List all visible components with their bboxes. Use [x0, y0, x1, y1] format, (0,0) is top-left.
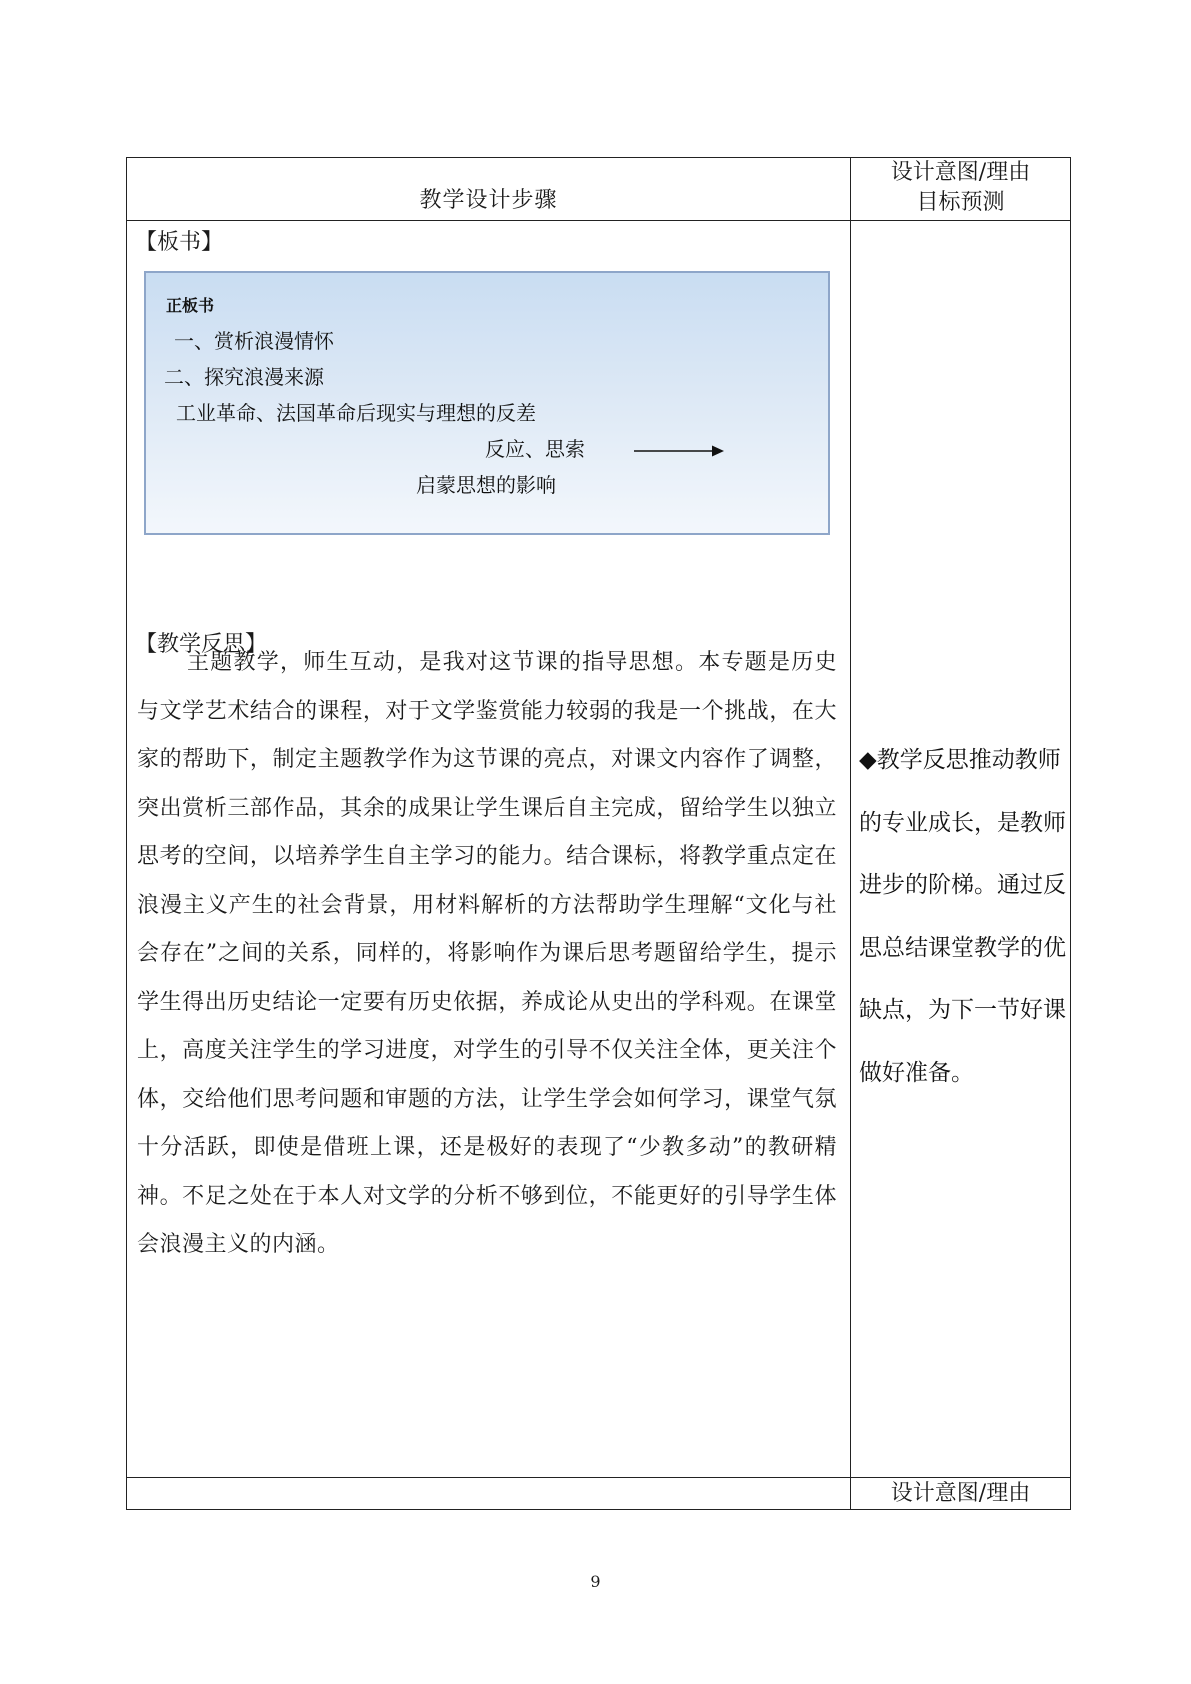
board-result: 反应、思索 [485, 437, 585, 461]
table-footer-row [127, 1478, 1071, 1510]
reflection-paragraph: 主题教学，师生互动，是我对这节课的指导思想。本专题是历史与文学艺术结合的课程，对于文学鉴赏能力较弱的我是一个挑战，在大家的帮助下，制定主题教学作为这节课的亮点，对课文内容作了调整，突出赏析三部作品，其余的成果让学生课后自主完成，留给学生以独立思考的空间，以培养学生自主学习的能力。结合课标，将教学重点定在浪漫主义产生的社会背景，用材料解析的方法帮助学生理解“文化与社会存在”之间的关系，同样的，将影响作为课后思考题留给学生，提示学生得出历史结论一定要有历史依据，养成论从史出的学科观。在课堂上，高度关注学生的学习进度，对学生的引导不仅关注全体，更关注个体，交给他们思考问题和审题的方法，让学生学会如何学习，课堂气氛十分活跃，即使是借班上课，还是极好的表现了“少教多动”的教研精神。不足之处在于本人对文学的分析不够到位，不能更好的引导学生体会浪漫主义的内涵。 [137, 650, 837, 1257]
board-item-2: 二、探究浪漫来源 [164, 365, 324, 389]
footer-intent-cell [851, 1478, 1071, 1510]
board-section-tag: 【板书】 [135, 230, 224, 255]
table-body-row [127, 221, 1071, 1478]
intent-header-cell [851, 158, 1071, 221]
page-number: 9 [590, 1572, 601, 1591]
right-arrow-icon [634, 444, 724, 458]
blackboard-diagram [144, 271, 830, 535]
steps-header-cell [127, 158, 851, 221]
footer-intent-header: 设计意图/理由 [890, 1481, 1031, 1506]
steps-content-cell [127, 221, 851, 1478]
table-header-row [127, 158, 1071, 221]
board-cause-2: 启蒙思想的影响 [416, 473, 556, 497]
reflection-section-tag: 【教学反思】 [135, 632, 268, 657]
reflection-intent-note: ◆教学反思推动教师的专业成长，是教师进步的阶梯。通过反思总结课堂教学的优缺点，为下一节好课做好准备。 [859, 747, 1066, 1086]
board-item-1: 一、赏析浪漫情怀 [174, 329, 334, 353]
board-cause-1: 工业革命、法国革命后现实与理想的反差 [176, 401, 536, 425]
intent-content-cell [851, 221, 1071, 1478]
intent-header-line1: 设计意图/理由 [890, 160, 1031, 185]
steps-header: 教学设计步骤 [419, 188, 558, 213]
intent-header-line2: 目标预测 [916, 190, 1005, 215]
footer-steps-cell [127, 1478, 851, 1510]
board-title: 正板书 [166, 296, 215, 315]
lesson-design-table [126, 157, 1071, 1510]
